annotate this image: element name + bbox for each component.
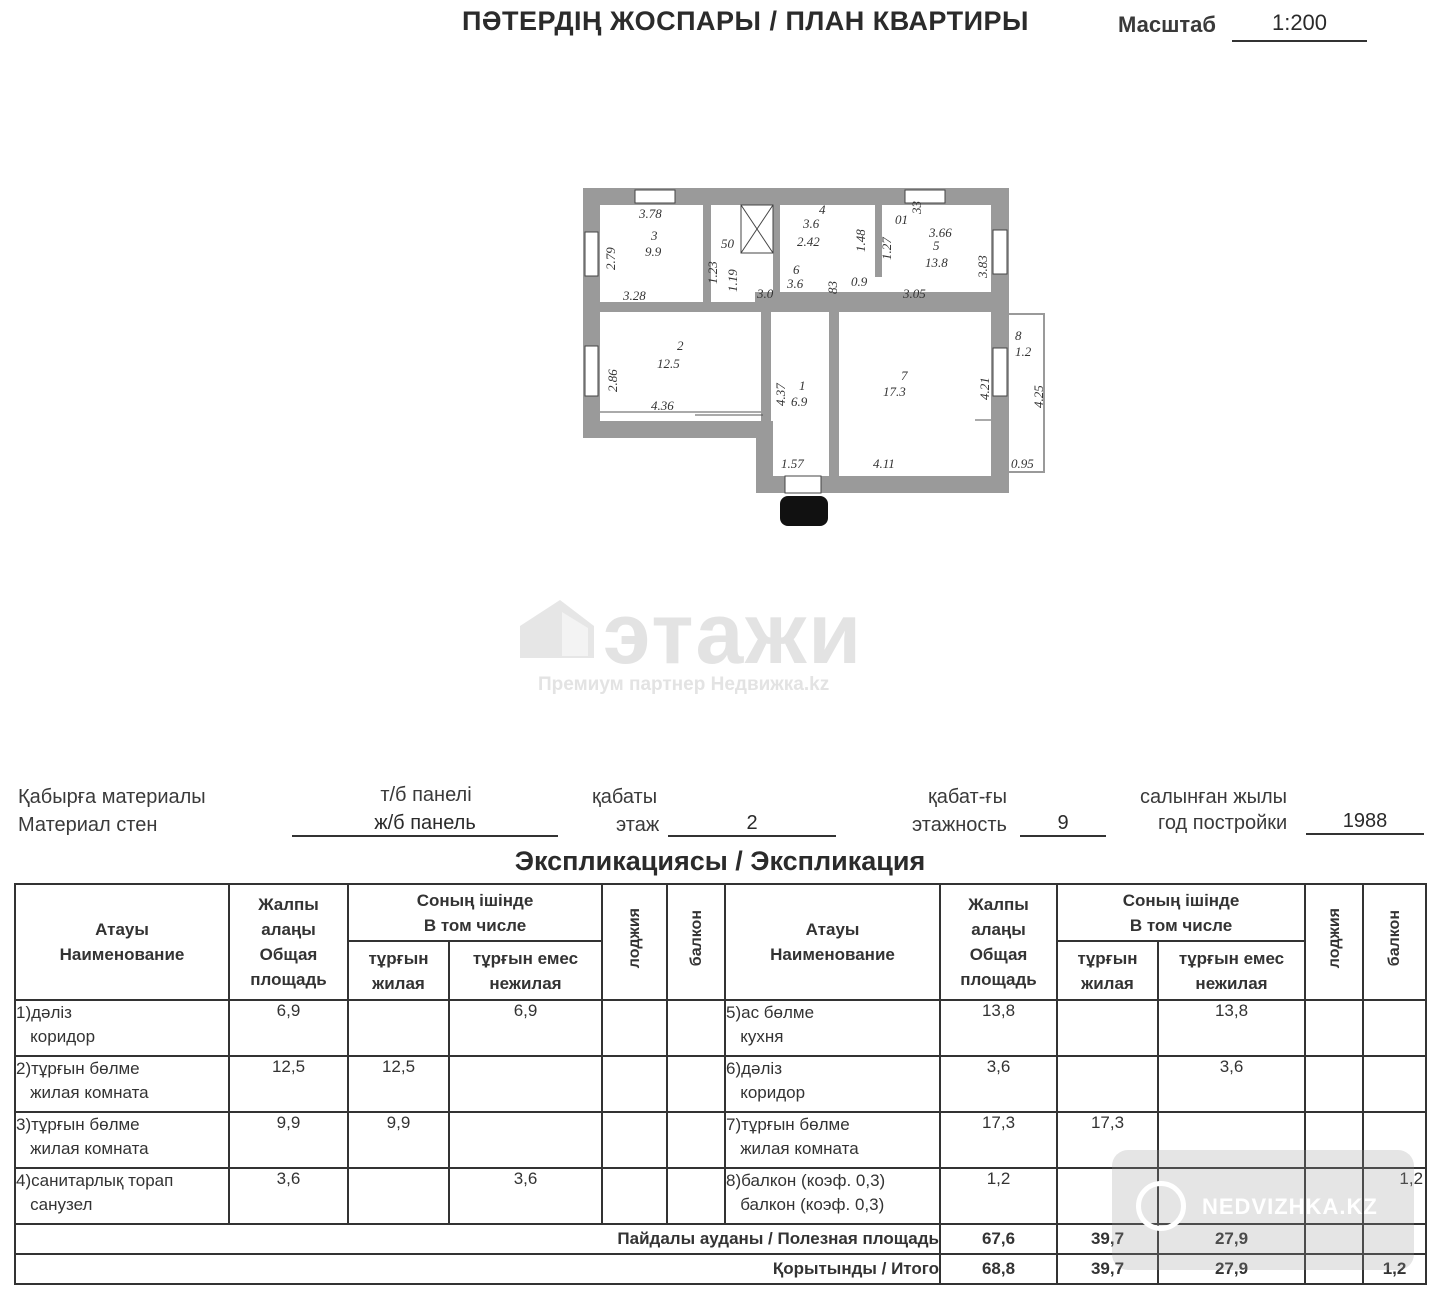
plan-label: 9.9 [645, 244, 662, 259]
plan-label: 6 [793, 262, 800, 277]
home-icon [1136, 1181, 1186, 1231]
plan-label: 8 [1015, 328, 1022, 343]
plan-label: 1.2 [1015, 344, 1032, 359]
room-living [1057, 1056, 1158, 1112]
watermark-brand: этажи [603, 586, 864, 682]
plan-label: 3.28 [623, 288, 646, 303]
page-title: ПӘТЕРДІҢ ЖОСПАРЫ / ПЛАН КВАРТИРЫ [462, 6, 1029, 36]
room-total: 13,8 [940, 1000, 1057, 1056]
plan-label: 7 [901, 368, 908, 383]
room-loggia [1305, 1000, 1363, 1056]
room-loggia [602, 1112, 667, 1168]
grand-living: 39,7 [1057, 1254, 1158, 1284]
room-balcony: 1,2 [1363, 1168, 1426, 1224]
room-name: 2)тұрғын бөлме жилая комната [15, 1056, 229, 1112]
room-living [1057, 1000, 1158, 1056]
room-nonliving: 6,9 [449, 1000, 602, 1056]
header-total: Жалпы алаңы Общая площадь [229, 884, 348, 1000]
room-total: 1,2 [940, 1168, 1057, 1224]
year-label-kz: салынған жылы [1140, 786, 1288, 808]
plan-label: 2.86 [605, 369, 620, 392]
room-name: 3)тұрғын бөлме жилая комната [15, 1112, 229, 1168]
room-nonliving: 3,6 [449, 1168, 602, 1224]
plan-label: 3 [651, 228, 658, 243]
watermark-subtitle: Премиум партнер Недвижка.kz [538, 674, 830, 695]
grand-nonliving: 27,9 [1158, 1254, 1305, 1284]
plan-label: 3.83 [975, 255, 990, 278]
room-total: 12,5 [229, 1056, 348, 1112]
table-row [15, 1000, 1426, 1056]
plan-label: 01 [895, 212, 908, 227]
grand-total: 68,8 [940, 1254, 1057, 1284]
plan-label: 33 [909, 201, 924, 214]
plan-label: 50 [721, 236, 734, 251]
header-loggia: лоджия [602, 884, 667, 1000]
wall-label-kz: Қабырға материалы [18, 786, 206, 808]
useful-living: 39,7 [1057, 1224, 1158, 1254]
room-nonliving [449, 1112, 602, 1168]
wall-value-kz: т/б панелі [380, 784, 472, 806]
header-loggia: лоджия [1305, 884, 1363, 1000]
plan-label: 6.9 [791, 394, 808, 409]
room-living: 17,3 [1057, 1112, 1158, 1168]
header-including: Соның ішінде В том числе [348, 884, 602, 941]
room-balcony [1363, 1056, 1426, 1112]
room-balcony [667, 1112, 725, 1168]
room-living: 12,5 [348, 1056, 449, 1112]
floor-plan [575, 180, 1055, 530]
grand-balcony: 1,2 [1363, 1254, 1426, 1284]
header-nonliving: тұрғын емес нежилая [449, 941, 602, 1000]
room-nonliving [449, 1056, 602, 1112]
grand-total-label: Қорытынды / Итого [15, 1254, 940, 1284]
room-balcony [1363, 1000, 1426, 1056]
entrance-marker [780, 496, 828, 526]
explication-title: Экспликациясы / Экспликация [514, 846, 926, 876]
header-balcony: балкон [667, 884, 725, 1000]
plan-label: 3.6 [787, 276, 804, 291]
room-total: 3,6 [940, 1056, 1057, 1112]
plan-label: 83 [825, 281, 840, 294]
header-living: тұрғын жилая [1057, 941, 1158, 1000]
plan-label: 3.6 [803, 216, 820, 231]
room-total: 3,6 [229, 1168, 348, 1224]
useful-area-label: Пайдалы ауданы / Полезная площадь [15, 1224, 940, 1254]
plan-label: 0.95 [1011, 456, 1034, 471]
plan-label: 2 [677, 338, 684, 353]
room-living [348, 1000, 449, 1056]
watermark-badge-text: NEDVIZHKA.KZ [1202, 1194, 1378, 1219]
header-name: Атауы Наименование [725, 884, 940, 1000]
room-living: 9,9 [348, 1112, 449, 1168]
room-loggia [602, 1000, 667, 1056]
plan-label: 1.57 [781, 456, 804, 471]
plan-label: 3.0 [757, 286, 774, 301]
year-label-ru: год постройки [1158, 812, 1288, 834]
header-name: Атауы Наименование [15, 884, 229, 1000]
room-balcony [667, 1056, 725, 1112]
floors-value: 9 [1020, 812, 1106, 837]
floor-label-ru: этаж [616, 814, 660, 836]
plan-label: 4.36 [651, 398, 674, 413]
plan-label: 2.42 [797, 234, 820, 249]
floors-label-ru: этажность [912, 814, 1007, 836]
header-nonliving: тұрғын емес нежилая [1158, 941, 1305, 1000]
useful-total: 67,6 [940, 1224, 1057, 1254]
room-balcony [667, 1168, 725, 1224]
plan-label: 1.27 [879, 237, 894, 260]
header-balcony: балкон [1363, 884, 1426, 1000]
plan-label: 3.66 [929, 225, 952, 240]
plan-label: 3.78 [639, 206, 662, 221]
room-name: 4)санитарлық торап санузел [15, 1168, 229, 1224]
plan-label: 1 [799, 378, 806, 393]
header-including: Соның ішінде В том числе [1057, 884, 1305, 941]
plan-label: 17.3 [883, 384, 906, 399]
plan-label: 5 [933, 238, 940, 253]
useful-nonliving: 27,9 [1158, 1224, 1305, 1254]
header-living: тұрғын жилая [348, 941, 449, 1000]
plan-label: 1.23 [705, 261, 720, 284]
plan-label: 3.05 [903, 286, 926, 301]
room-name: 5)ас бөлме кухня [725, 1000, 940, 1056]
plan-label: 2.79 [603, 247, 618, 270]
room-living [348, 1168, 449, 1224]
room-name: 6)дәліз коридор [725, 1056, 940, 1112]
table-row [15, 1056, 1426, 1112]
plan-label: 1.48 [853, 229, 868, 252]
wall-value-ru: ж/б панель [292, 812, 558, 837]
plan-label: 4.11 [873, 456, 895, 471]
year-value: 1988 [1306, 810, 1424, 835]
room-name: 1)дәліз коридор [15, 1000, 229, 1056]
floors-label-kz: қабат-ғы [928, 786, 1008, 808]
room-total: 6,9 [229, 1000, 348, 1056]
plan-label: 1.19 [725, 269, 740, 292]
room-balcony [667, 1000, 725, 1056]
room-loggia [602, 1168, 667, 1224]
plan-label: 13.8 [925, 255, 948, 270]
floor-label-kz: қабаты [592, 786, 658, 808]
plan-label: 0.9 [851, 274, 868, 289]
room-loggia [1305, 1056, 1363, 1112]
room-nonliving: 3,6 [1158, 1056, 1305, 1112]
wall-label-ru: Материал стен [18, 814, 158, 836]
plan-label: 4 [819, 202, 826, 217]
room-total: 9,9 [229, 1112, 348, 1168]
room-name: 8)балкон (коэф. 0,3) балкон (коэф. 0,3) [725, 1168, 940, 1224]
scale-label: Масштаб [1118, 12, 1217, 37]
room-name: 7)тұрғын бөлме жилая комната [725, 1112, 940, 1168]
scale-value: 1:200 [1232, 10, 1367, 42]
plan-label: 4.37 [773, 383, 788, 406]
plan-label: 4.25 [1031, 385, 1046, 408]
room-loggia [602, 1056, 667, 1112]
house-logo-icon [518, 598, 596, 660]
plan-label: 12.5 [657, 356, 680, 371]
floor-value: 2 [668, 812, 836, 837]
room-nonliving: 13,8 [1158, 1000, 1305, 1056]
header-total: Жалпы алаңы Общая площадь [940, 884, 1057, 1000]
plan-label: 4.21 [977, 377, 992, 400]
room-total: 17,3 [940, 1112, 1057, 1168]
